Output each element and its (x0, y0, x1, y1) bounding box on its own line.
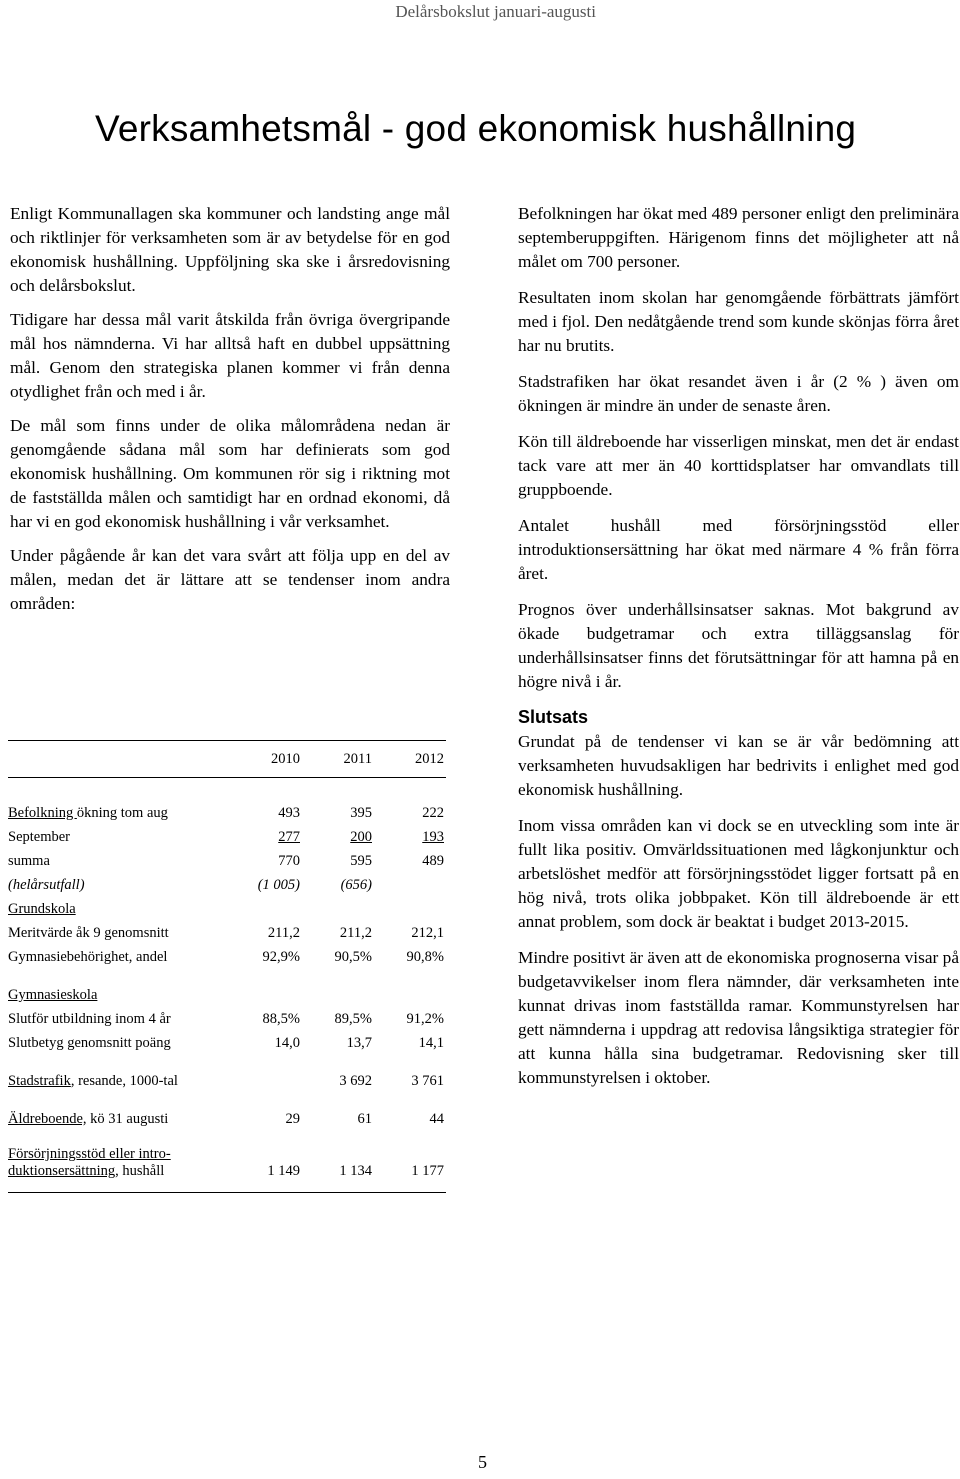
table-cell: 1 149 (267, 1163, 300, 1179)
table-row-meritvarde (8, 918, 446, 942)
followup-paragraph: Under pågående år kan det vara svårt att följa upp en del av målen, medan det är lättare att se tendenser inom andra områden: (10, 546, 450, 613)
table-row-slutfor (8, 1004, 446, 1028)
table-header (8, 741, 446, 778)
table-cell: 44 (429, 1111, 444, 1127)
table-cell: 14,1 (418, 1035, 444, 1051)
population-paragraph: Befolkningen har ökat med 489 personer enligt den preliminära septemberuppgiften. Härigenom finns det möjligheter att nå målet om 700 personer. (518, 204, 959, 271)
left-column (10, 202, 450, 626)
table-cell: 91,2% (406, 1011, 444, 1027)
conclusion-paragraph: Inom vissa områden kan vi dock se en utveckling som inte är fullt lika positiv. Omvärldssituationen med lågkonjunktur och arbetslöshet medför att försörjningsstödet ligger fortsatt på en hög nivå, trots olika jobbpaket. Kön till äldreboende är ett annat problem, som dock är beaktat i budget 2013-2015. (518, 816, 959, 931)
table-cell: 222 (422, 805, 444, 821)
table-section-grundskola (8, 894, 446, 918)
table-cell: 1 134 (339, 1163, 372, 1179)
table-cell: 193 (422, 829, 444, 845)
table-cell: 770 (278, 853, 300, 869)
row-label: summa (8, 853, 50, 869)
table-cell: 14,0 (274, 1035, 300, 1051)
table-cell: 29 (285, 1111, 300, 1127)
table-cell: 395 (350, 805, 372, 821)
table-row-forsorjningsstod (8, 1146, 446, 1180)
table-row-summa (8, 846, 446, 870)
table-cell: 211,2 (267, 925, 300, 941)
running-header: Delårsbokslut januari-augusti (395, 2, 596, 21)
table-cell: 3 692 (339, 1073, 372, 1089)
year-header: 2011 (343, 750, 372, 767)
row-label: Stadstrafik, resande, 1000-tal (8, 1073, 178, 1089)
conclusion-heading: Slutsats (518, 707, 589, 727)
welfare-paragraph: Antalet hushåll med försörjningsstöd eller introduktionsersättning har ökat med närmare 4 % från förra året. (518, 516, 959, 583)
table-cell: 90,5% (334, 949, 372, 965)
table-cell: 89,5% (334, 1011, 372, 1027)
school-paragraph: Resultaten inom skolan har genomgående förbättrats jämfört med i fjol. Den nedåtgående trend som kunde skönjas förra året har nu brutits. (518, 288, 959, 355)
table-row-gymnasiebehorighet (8, 942, 446, 966)
table-cell: 1 177 (411, 1163, 444, 1179)
row-label: (helårsutfall) (8, 877, 85, 893)
background-paragraph: Tidigare har dessa mål varit åtskilda från övriga övergripande mål hos nämnderna. Vi har alltså haft en dubbel uppsättning mål. Genom den strategiska planen kommer vi från denna otydlighet från och med i år. (10, 310, 450, 401)
table-cell: 493 (278, 805, 300, 821)
table-cell: 92,9% (262, 949, 300, 965)
page-title: Verksamhetsmål - god ekonomisk hushållning (95, 108, 857, 149)
table-cell: 3 761 (411, 1073, 444, 1089)
traffic-paragraph: Stadstrafiken har ökat resandet även i år (2 % ) även om ökningen är mindre än under de senaste åren. (518, 372, 959, 415)
table-cell: 200 (350, 829, 372, 845)
elderly-care-paragraph: Kön till äldreboende har visserligen minskat, men det är endast tack vare att mer än 40 korttidsplatser har omvandlats till gruppboende. (518, 432, 959, 499)
page-number: 5 (478, 1452, 487, 1472)
row-label: Slutför utbildning inom 4 år (8, 1011, 171, 1027)
row-label: September (8, 829, 71, 845)
table-row-september (8, 822, 446, 846)
year-header: 2010 (271, 750, 300, 767)
table-cell: 489 (422, 853, 444, 869)
table-cell: 211,2 (339, 925, 372, 941)
table-cell: (1 005) (257, 877, 300, 893)
table-cell: 212,1 (411, 925, 444, 941)
table-cell: (656) (340, 877, 372, 893)
row-label: Försörjningsstöd eller intro- duktionsersättning, hushåll (8, 1146, 171, 1179)
table-section-gymnasieskola (8, 980, 446, 1004)
table-row-slutbetyg (8, 1028, 446, 1052)
section-label: Grundskola (8, 901, 76, 917)
year-header: 2012 (415, 750, 444, 767)
table-row-befolkning (8, 798, 446, 822)
conclusion-paragraph: Mindre positivt är även att de ekonomiska prognoserna visar på budgetavvikelser inom flera nämnder, där verksamheten inte kunnat drivas inom fastställda ramar. Kommunstyrelsen har gett nämnderna i uppdrag att redovisa långsiktiga strategier för att kunna hålla sina budgetramar. Redovisning sker till kommunstyrelsen i oktober. (518, 948, 959, 1087)
table-cell: 88,5% (262, 1011, 300, 1027)
row-label: Meritvärde åk 9 genomsnitt (8, 925, 169, 941)
goals-paragraph: De mål som finns under de olika målområdena nedan är genomgående sådana mål som har definierats som god ekonomisk hushållning. Om kommunen rör sig i riktning mot de fastställda målen och samtidigt har en ordnad ekonomi, då har vi en god ekonomisk hushållning i vår verksamhet. (10, 416, 450, 531)
table-row-aldreboende (8, 1104, 446, 1128)
table-row-stadstrafik (8, 1066, 446, 1090)
table-cell: 595 (350, 853, 372, 869)
row-label: Gymnasiebehörighet, andel (8, 949, 168, 965)
table-cell: 61 (357, 1111, 372, 1127)
table-cell: 277 (278, 829, 300, 845)
row-label: Befolkning ökning tom aug (8, 805, 168, 821)
key-figures-table (8, 740, 446, 1193)
maintenance-paragraph: Prognos över underhållsinsatser saknas. Mot bakgrund av ökade budgetramar och extra tilläggsanslag för underhållsinsatser finns det förutsättningar för att hamna på en högre nivå i år. (518, 600, 959, 691)
table-row-helarsutfall (8, 870, 446, 894)
right-column (518, 202, 959, 1102)
conclusion-paragraph: Grundat på de tendenser vi kan se är vår bedömning att verksamheten huvudsakligen har bedrivits i enlighet med god ekonomisk hushållning. (518, 732, 959, 799)
intro-paragraph: Enligt Kommunallagen ska kommuner och landsting ange mål och riktlinjer för verksamheten som är av betydelse för en god ekonomisk hushållning. Uppföljning ska ske i årsredovisning och delårsbokslut. (10, 204, 450, 295)
table-cell: 90,8% (406, 949, 444, 965)
table-cell: 13,7 (346, 1035, 372, 1051)
row-label: Slutbetyg genomsnitt poäng (8, 1035, 171, 1051)
section-label: Gymnasieskola (8, 987, 98, 1003)
row-label: Äldreboende, kö 31 augusti (8, 1111, 169, 1127)
